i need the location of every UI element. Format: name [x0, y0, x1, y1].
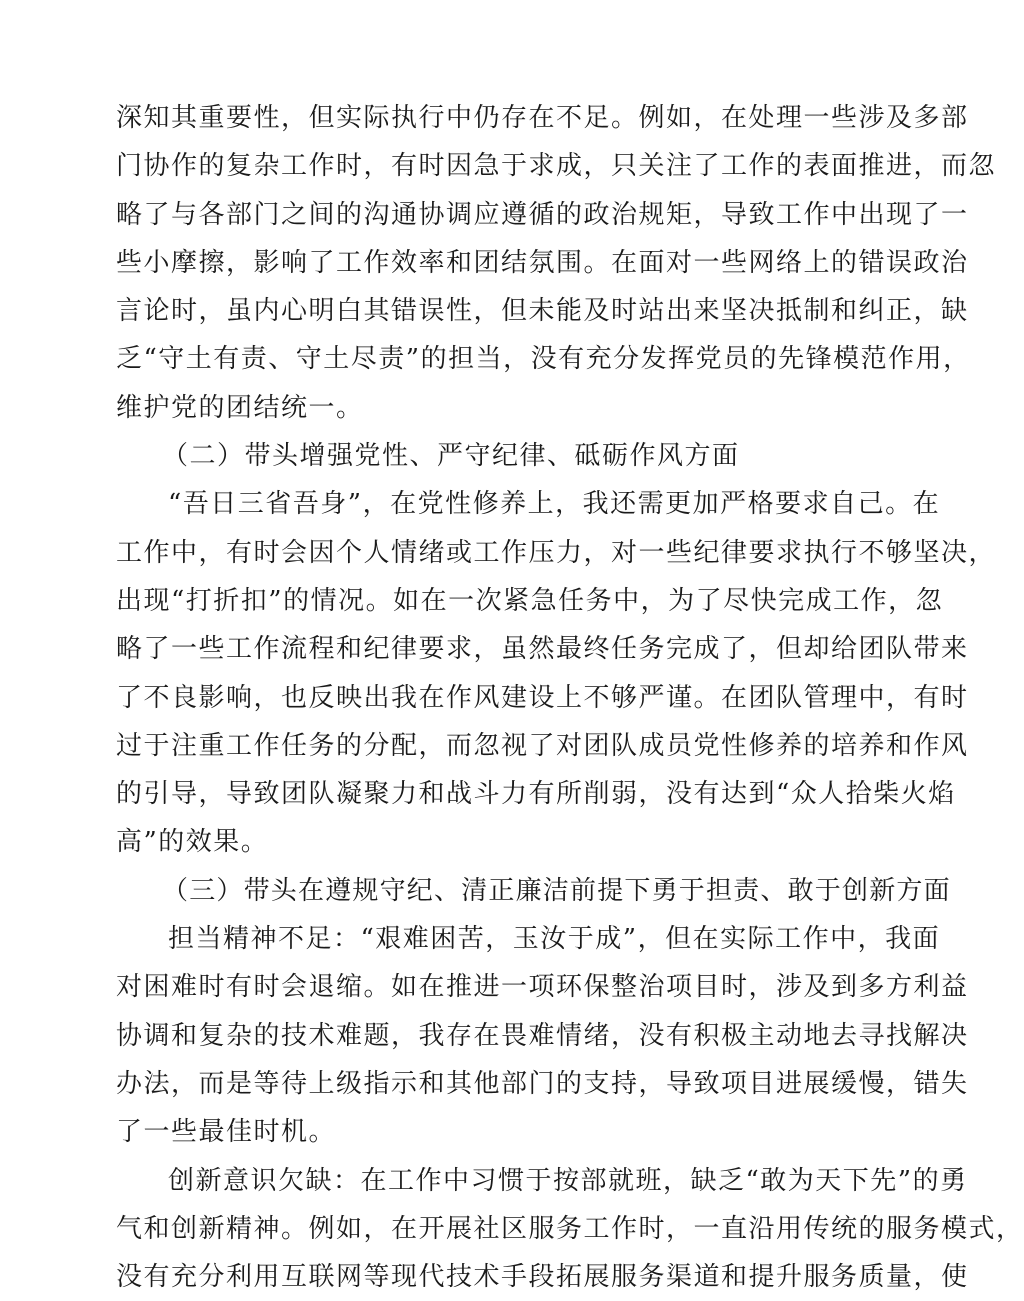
text-line: 维护党的团结统一。 [116, 392, 364, 423]
document-body [116, 94, 1024, 1301]
section-heading-3: （三）带头在遵规守纪、清正廉洁前提下勇于担责、敢于创新方面 [162, 875, 951, 906]
text-line: “吾日三省吾身”，在党性修养上，我还需更加严格要求自己。在 [168, 489, 941, 520]
text-line: 言论时，虽内心明白其错误性，但未能及时站出来坚决抵制和纠正，缺 [116, 296, 969, 327]
text-line: 创新意识欠缺：在工作中习惯于按部就班，缺乏“敢为天下先”的勇 [168, 1165, 968, 1196]
text-line: 了不良影响，也反映出我在作风建设上不够严谨。在团队管理中，有时 [116, 682, 969, 713]
text-line: 略了与各部门之间的沟通协调应遵循的政治规矩，导致工作中出现了一 [116, 199, 969, 230]
text-line: 的引导，导致团队凝聚力和战斗力有所削弱，没有达到“众人拾柴火焰 [116, 779, 956, 810]
text-line: 了一些最佳时机。 [116, 1117, 337, 1148]
text-line: 深知其重要性，但实际执行中仍存在不足。例如，在处理一些涉及多部 [116, 103, 969, 133]
text-line: 些小摩擦，影响了工作效率和团结氛围。在面对一些网络上的错误政治 [116, 247, 969, 278]
text-line: 气和创新精神。例如，在开展社区服务工作时，一直沿用传统的服务模式， [116, 1213, 1024, 1244]
text-line: 门协作的复杂工作时，有时因急于求成，只关注了工作的表面推进，而忽 [116, 151, 997, 182]
text-line: 工作中，有时会因个人情绪或工作压力，对一些纪律要求执行不够坚决， [116, 537, 997, 568]
text-line: 略了一些工作流程和纪律要求，虽然最终任务完成了，但却给团队带来 [116, 634, 969, 665]
text-line: 对困难时有时会退缩。如在推进一项环保整治项目时，涉及到多方利益 [116, 972, 969, 1003]
text-line: 没有充分利用互联网等现代技术手段拓展服务渠道和提升服务质量，使 [116, 1262, 969, 1293]
text-line: 协调和复杂的技术难题，我存在畏难情绪，没有积极主动地去寻找解决 [116, 1020, 969, 1051]
text-line: 办法，而是等待上级指示和其他部门的支持，导致项目进展缓慢，错失 [116, 1068, 969, 1099]
text-line: 担当精神不足：“艰难困苦，玉汝于成”，但在实际工作中，我面 [168, 924, 941, 955]
text-line: 过于注重工作任务的分配，而忽视了对团队成员党性修养的培养和作风 [116, 730, 969, 761]
text-line: 出现“打折扣”的情况。如在一次紧急任务中，为了尽快完成工作，忽 [116, 585, 944, 616]
section-heading-2: （二）带头增强党性、严守纪律、砥砺作风方面 [162, 441, 740, 472]
text-line: 乏“守土有责、守土尽责”的担当，没有充分发挥党员的先锋模范作用， [116, 344, 971, 375]
text-line: 高”的效果。 [116, 827, 269, 858]
